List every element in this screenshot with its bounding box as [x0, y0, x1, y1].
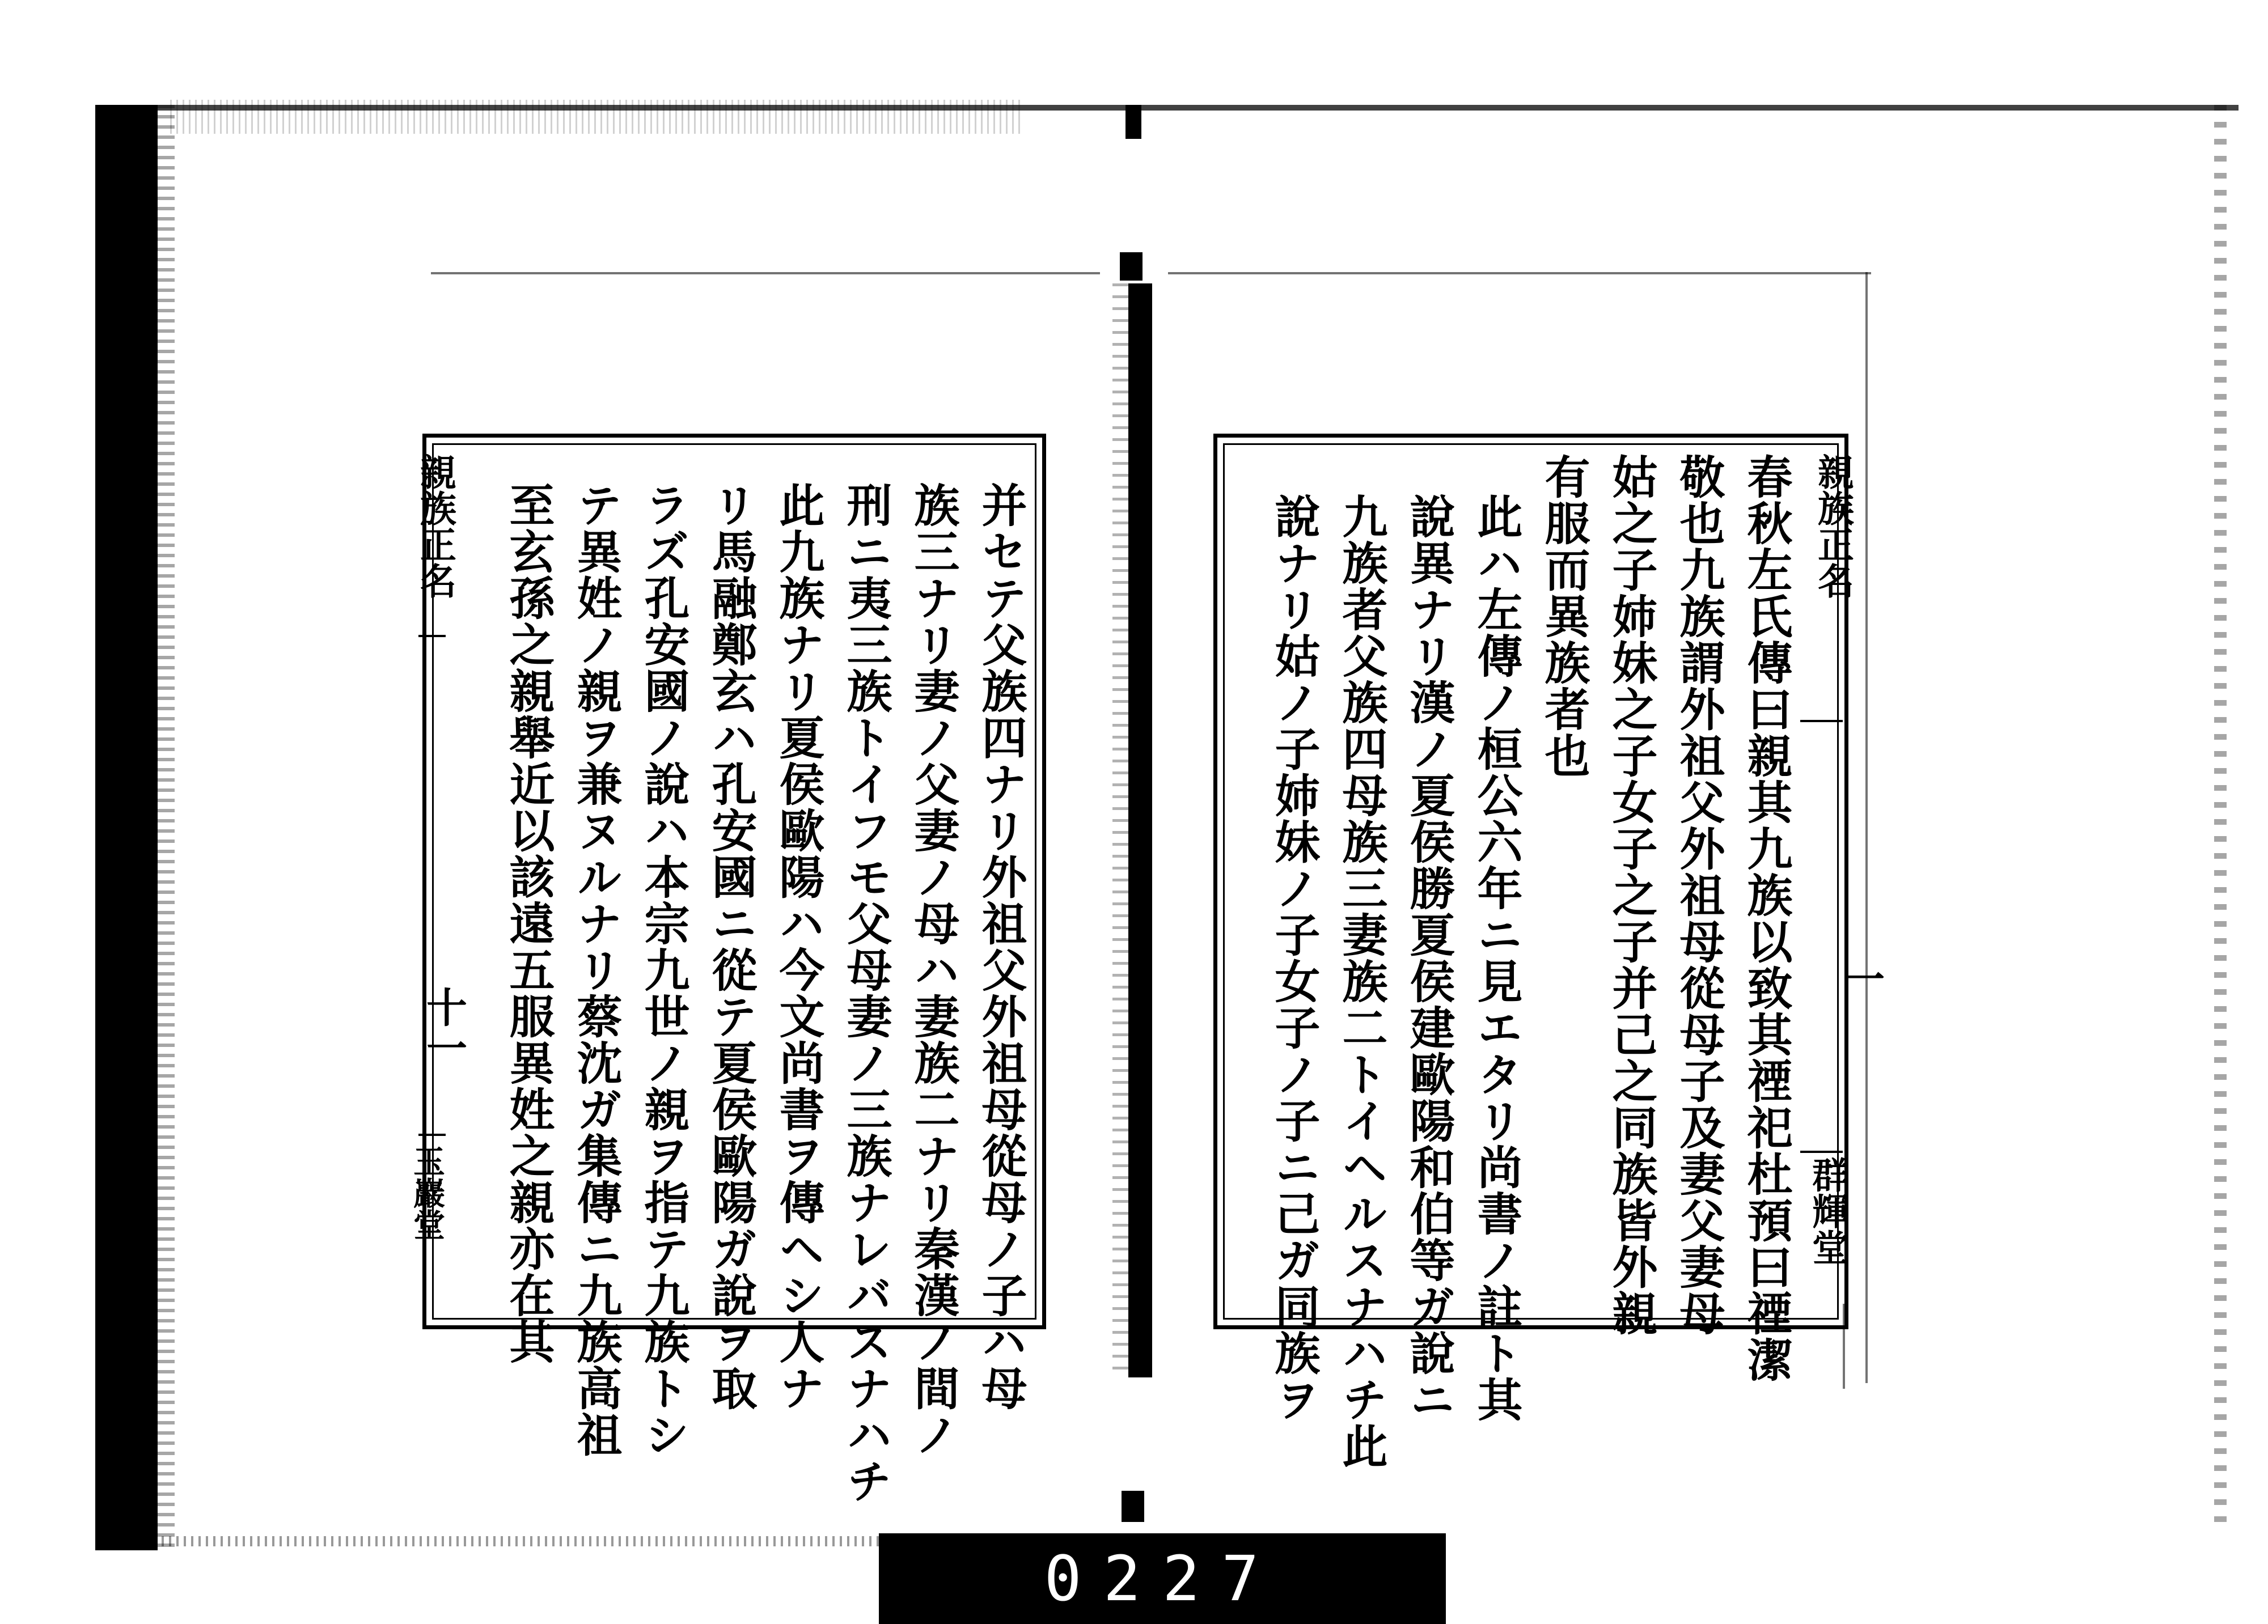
scan-left-border: [95, 105, 158, 1550]
right-margin-fishtail-bottom: [1800, 1151, 1843, 1153]
right-sheet-side-edge: [1865, 272, 1868, 1383]
margin-fishtail-bottom: [418, 1134, 446, 1136]
right-folio: 一: [1837, 958, 1885, 999]
book-gutter: [1128, 283, 1152, 1377]
left-column-4: 此九族ナリ夏侯歐陽ハ今文尚書ヲ傳ヘシ人ナ: [772, 482, 825, 1411]
gutter-bottom: [1122, 1491, 1144, 1522]
scan-left-border-texture: [158, 105, 175, 1550]
right-sheet-top-edge: [1168, 272, 1871, 274]
gutter-texture: [1112, 283, 1128, 1377]
left-column-3: 刑ニ夷三族トイフモ父母妻ノ三族ナレバスナハチ: [839, 482, 892, 1504]
left-column-7: テ異姓ノ親ヲ兼ヌルナリ蔡沈ガ集傳ニ九族高祖: [569, 482, 623, 1458]
margin-fishtail-top: [418, 635, 446, 637]
gutter-marker: [1120, 252, 1143, 281]
left-column-5: リ馬融鄭玄ハ孔安國ニ從テ夏侯歐陽ガ說ヲ取: [704, 482, 758, 1411]
right-column-6: 說異ナリ漢ノ夏侯勝夏侯建歐陽和伯等ガ說ニ: [1402, 493, 1455, 1423]
left-running-head: 親族正名: [414, 453, 456, 599]
left-column-2: 族三ナリ妻ノ父妻ノ母ハ妻族二ナリ秦漢ノ間ノ: [907, 482, 960, 1458]
right-column-1: 春秋左氏傳曰親其九族以致其禋祀杜預曰禋潔: [1740, 453, 1793, 1383]
right-column-3: 姑之子姉妹之子女子之子并己之同族皆外親: [1605, 453, 1658, 1337]
left-folio: 十一: [420, 986, 468, 1068]
right-column-7: 九族者父族四母族三妻族二トイヘルスナハチ此: [1335, 493, 1388, 1469]
right-publisher-mark: 群輝堂: [1806, 1156, 1848, 1265]
right-column-4: 有服而異族者也: [1537, 453, 1590, 779]
left-column-8: 至玄孫之親舉近以該遠五服異姓之親亦在其: [502, 482, 555, 1365]
right-column-8: 說ナリ姑ノ子姉妹ノ子女子ノ子ニ己ガ同族ヲ: [1267, 493, 1321, 1423]
right-running-head: 親族正名: [1812, 453, 1854, 599]
left-column-1: 并セテ父族四ナリ外祖父外祖母從母ノ子ハ母: [974, 482, 1027, 1411]
gutter-top: [1125, 105, 1141, 139]
right-column-5: 此ハ左傳ノ桓公六年ニ見エタリ尚書ノ註ト其: [1470, 493, 1523, 1423]
left-column-6: ラズ孔安國ノ說ハ本宗九世ノ親ヲ指テ九族トシ: [637, 482, 690, 1458]
right-column-2: 敬也九族謂外祖父外祖母從母子及妻父妻母: [1672, 453, 1725, 1337]
frame-number: 0227: [1044, 1542, 1281, 1615]
scan-right-edge: [2214, 105, 2227, 1522]
scan-noise: [170, 100, 1021, 134]
left-publisher-mark: 玉巖堂: [408, 1145, 446, 1240]
right-margin-fishtail-top: [1800, 720, 1843, 722]
left-sheet-top-edge: [431, 272, 1100, 274]
